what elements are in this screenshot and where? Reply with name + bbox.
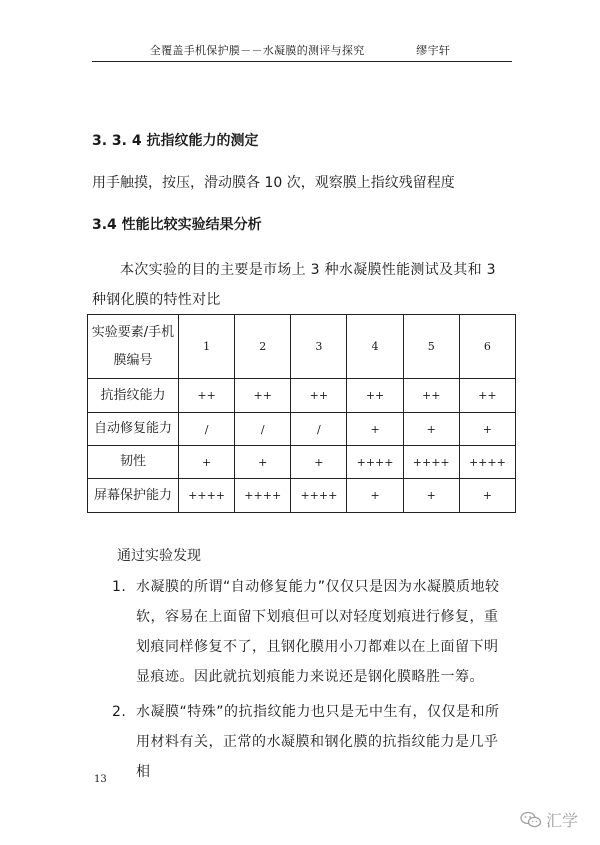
header-title: 全覆盖手机保护膜－－水凝膜的测评与探究 — [149, 44, 365, 57]
results-table — [87, 314, 516, 513]
row-label: 屏幕保护能力 — [88, 479, 179, 513]
table-cell: ++ — [347, 379, 403, 413]
column-header: 3 — [291, 315, 347, 379]
list-item — [112, 572, 512, 692]
table-cell: ++ — [179, 379, 235, 413]
table-row — [88, 479, 516, 513]
table-cell: + — [235, 446, 291, 479]
table-cell: ++ — [459, 379, 515, 413]
table-cell: + — [179, 446, 235, 479]
list-item — [112, 697, 512, 787]
header-divider — [92, 61, 512, 62]
section-heading-334: 3. 3. 4 抗指纹能力的测定 — [92, 133, 259, 149]
row-label: 自动修复能力 — [88, 413, 179, 446]
section-heading-34: 3.4 性能比较实验结果分析 — [92, 217, 262, 233]
table-cell: + — [459, 479, 515, 513]
table-header-label: 实验要素/手机膜编号 — [88, 315, 179, 379]
table-row — [88, 413, 516, 446]
table-cell: ++ — [291, 379, 347, 413]
list-item-text: 水凝膜的所谓“自动修复能力”仅仅只是因为水凝膜质地较软，容易在上面留下划痕但可以对轻度划痕进行修复，重划痕同样修复不了，且钢化膜用小刀都难以在上面留下明显痕迹。因此就抗划痕能力来说还是钢化膜略胜一筹。 — [136, 579, 500, 685]
column-header: 4 — [347, 315, 403, 379]
table-cell: + — [403, 479, 459, 513]
section-34-intro: 本次实验的目的主要是市场上 3 种水凝膜性能测试及其和 3 种钢化膜的特性对比 — [92, 262, 496, 308]
table-cell: ++ — [235, 379, 291, 413]
table-row — [88, 446, 516, 479]
row-label: 韧性 — [88, 446, 179, 479]
table-cell: + — [347, 479, 403, 513]
watermark-text: 汇学 — [546, 811, 579, 830]
table-cell: + — [459, 413, 515, 446]
table-cell: ++++ — [179, 479, 235, 513]
table-header-row — [88, 315, 516, 379]
row-label: 抗指纹能力 — [88, 379, 179, 413]
table-cell: ++++ — [235, 479, 291, 513]
table-cell: ++++ — [347, 446, 403, 479]
table-cell: ++++ — [291, 479, 347, 513]
table-cell: / — [179, 413, 235, 446]
table-cell: ++++ — [403, 446, 459, 479]
table-cell: + — [347, 413, 403, 446]
table-cell: / — [291, 413, 347, 446]
list-item-text: 水凝膜“特殊”的抗指纹能力也只是无中生有，仅仅是和所用材料有关，正常的水凝膜和钢化膜的抗指纹能力是几乎相 — [136, 704, 500, 780]
wechat-icon — [520, 811, 542, 829]
table-cell: + — [291, 446, 347, 479]
column-header: 2 — [235, 315, 291, 379]
table-cell: / — [235, 413, 291, 446]
table-cell: ++++ — [459, 446, 515, 479]
column-header: 5 — [403, 315, 459, 379]
table-cell: ++ — [403, 379, 459, 413]
table-cell: + — [403, 413, 459, 446]
header-author: 缪宇轩 — [416, 44, 451, 57]
section-334-text: 用手触摸，按压，滑动膜各 10 次，观察膜上指纹残留程度 — [92, 175, 455, 191]
column-header: 1 — [179, 315, 235, 379]
list-item-number: 1. — [112, 579, 127, 595]
table-row — [88, 379, 516, 413]
page-number: 13 — [94, 774, 107, 785]
column-header: 6 — [459, 315, 515, 379]
watermark — [520, 808, 578, 831]
findings-intro: 通过实验发现 — [117, 548, 201, 564]
page-header — [0, 42, 600, 58]
list-item-number: 2. — [112, 704, 127, 720]
